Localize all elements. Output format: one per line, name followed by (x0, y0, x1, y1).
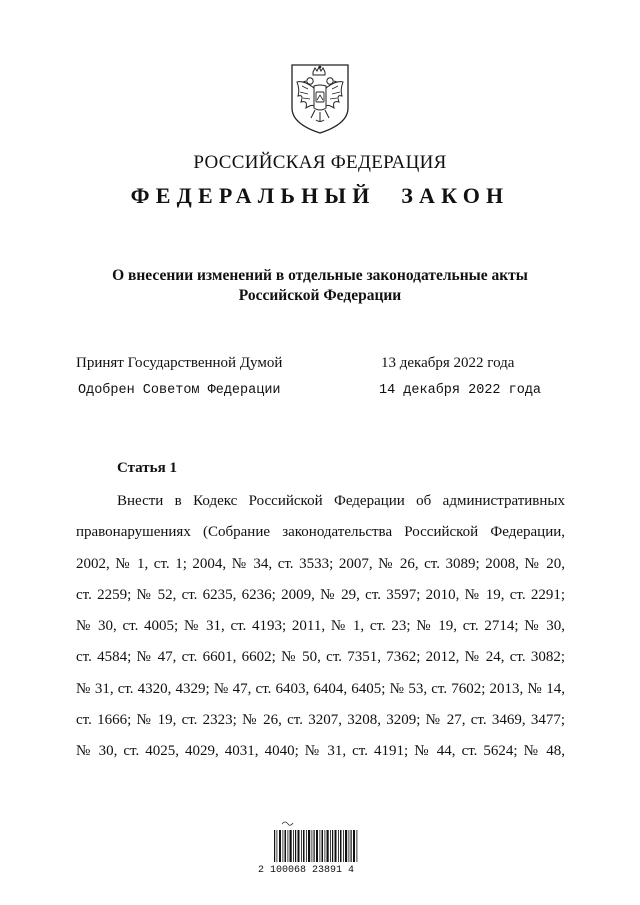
law-title-line: О внесении изменений в отдельные законодательные акты (112, 267, 528, 284)
barcode-number: 2 100068 23891 4 (258, 865, 355, 876)
article-line: № 30, ст. 4025, 4029, 4031, 4040; № 31, ст. 4191; № 44, ст. 5624; № 48, (76, 743, 565, 760)
article-line: ст. 2259; № 52, ст. 6235, 6236; 2009, № 29, ст. 3597; 2010, № 19, ст. 2291; (76, 586, 565, 603)
article-line: ст. 1666; № 19, ст. 2323; № 26, ст. 3207, 3208, 3209; № 27, ст. 3469, 3477; (76, 712, 565, 729)
article-line: 2002, № 1, ст. 1; 2004, № 34, ст. 3533; 2007, № 26, ст. 3089; 2008, № 20, (76, 555, 565, 572)
country-heading: РОССИЙСКАЯ ФЕДЕРАЦИЯ (193, 152, 447, 173)
article-line: Внести в Кодекс Российской Федерации об административных (117, 493, 565, 509)
article-line: правонарушениях (Собрание законодательства Российской Федерации, (76, 524, 565, 541)
article-line: ст. 4584; № 47, ст. 6601, 6602; № 50, ст. 7351, 7362; 2012, № 24, ст. 3082; (76, 649, 565, 666)
law-title (90, 266, 550, 306)
council-approval-date: 14 декабря 2022 года (379, 383, 542, 398)
law-title-line: Российской Федерации (238, 287, 402, 304)
article-heading: Статья 1 (117, 460, 177, 476)
article-line: № 31, ст. 4320, 4329; № 47, ст. 6403, 6404, 6405; № 53, ст. 7602; 2013, № 14, (76, 680, 565, 697)
duma-adoption-label: Принят Государственной Думой (76, 355, 283, 371)
council-approval-label: Одобрен Советом Федерации (78, 383, 281, 398)
law-type-heading: ФЕДЕРАЛЬНЫЙ ЗАКОН (130, 183, 510, 208)
duma-adoption-date: 13 декабря 2022 года (381, 355, 515, 371)
article-body (76, 486, 565, 768)
coat-of-arms-icon (288, 62, 352, 136)
article-line: № 30, ст. 4005; № 31, ст. 4193; 2011, № 1, ст. 23; № 19, ст. 2714; № 30, (76, 618, 565, 635)
